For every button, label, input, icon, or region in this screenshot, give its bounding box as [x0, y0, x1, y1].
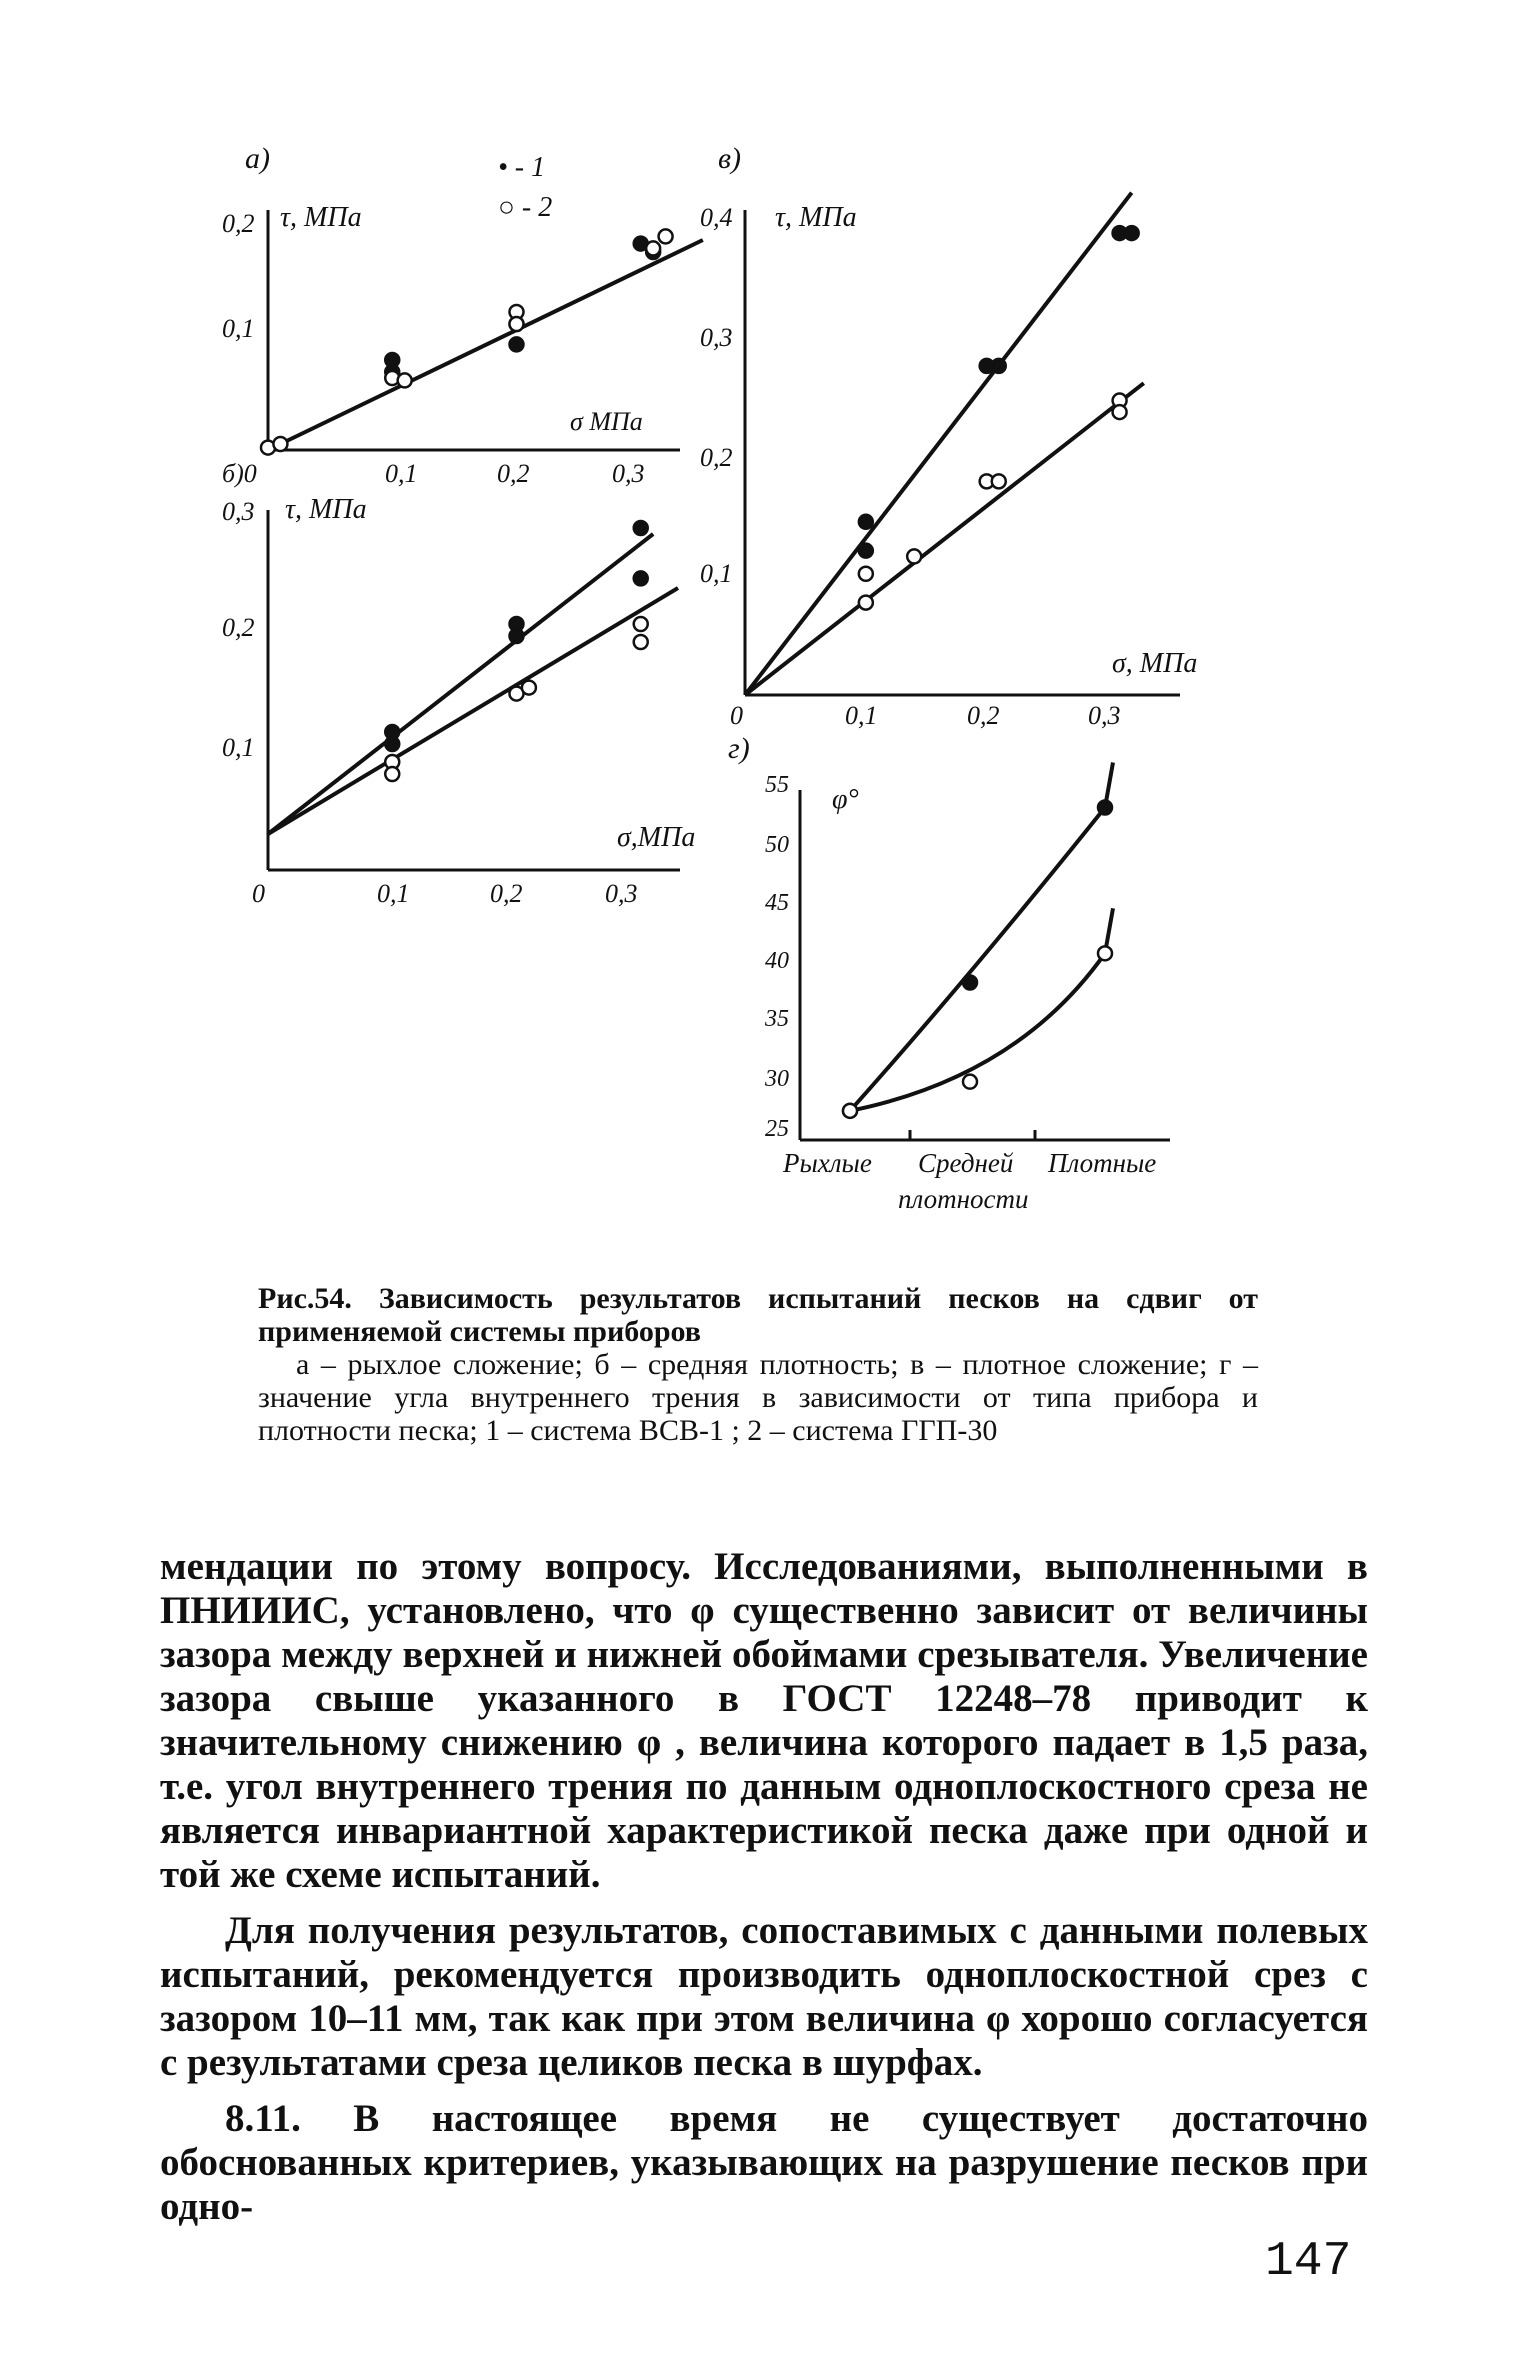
data-point-filled	[859, 515, 873, 529]
page-number: 147	[1265, 2235, 1352, 2289]
panel-b-ytick: 0,2	[222, 613, 255, 642]
data-point-hollow	[273, 437, 287, 451]
panel-b-xtick: 0,3	[605, 879, 638, 908]
panel-a-label: а)	[245, 142, 270, 175]
panel-v-ytick: 0,4	[700, 203, 733, 232]
panel-g-ytick: 25	[765, 1116, 789, 1142]
data-point-filled	[634, 521, 648, 535]
panel-g-ytick: 45	[765, 890, 789, 916]
panel-b-label: б)0	[222, 459, 257, 488]
panel-a-xlabel: σ МПа	[570, 407, 643, 436]
panel-a-ytick: 0,1	[222, 314, 255, 343]
panel-g-ytick: 50	[765, 832, 789, 858]
data-point-hollow	[646, 241, 660, 255]
data-point-filled	[385, 737, 399, 751]
panel-g-xcat: Средней	[918, 1148, 1014, 1178]
panel-g-ytick: 35	[765, 1006, 789, 1032]
panel-a-ytick: 0,2	[222, 209, 255, 238]
panel-v-ylabel: τ, МПа	[775, 202, 857, 233]
panel-v-ytick: 0,1	[700, 559, 733, 588]
panel-v-label: в)	[718, 142, 742, 175]
data-point-filled	[634, 571, 648, 585]
panel-a-xtick: 0,3	[612, 459, 645, 488]
figure-caption	[258, 1282, 1258, 1447]
data-point-hollow	[963, 1075, 977, 1089]
panel-b-xtick: 0,2	[490, 879, 523, 908]
data-point-filled	[1098, 801, 1112, 815]
data-point-hollow	[385, 767, 399, 781]
panel-v-xtick: 0	[730, 701, 743, 730]
data-point-filled	[992, 359, 1006, 373]
data-point-hollow	[859, 596, 873, 610]
fit-line	[268, 534, 653, 834]
panel-v-axes	[745, 210, 1180, 695]
data-point-hollow	[1098, 946, 1112, 960]
data-point-hollow	[509, 317, 523, 331]
data-point-hollow	[634, 617, 648, 631]
trend-curve	[850, 908, 1113, 1111]
data-point-hollow	[634, 635, 648, 649]
caption-title: Рис.54. Зависимость результатов испытаний песков на сдвиг от применяемой системы приборов	[258, 1282, 1258, 1348]
panel-b-ytick: 0,1	[222, 733, 255, 762]
panel-b-ylabel: τ, МПа	[285, 494, 367, 525]
panel-b-xtick: 0	[252, 879, 265, 908]
fit-line	[745, 383, 1144, 695]
panel-b-xtick: 0,1	[377, 879, 410, 908]
data-point-hollow	[843, 1104, 857, 1118]
panel-a-xtick: 0,1	[385, 459, 418, 488]
panel-g-ytick: 30	[765, 1066, 789, 1092]
panel-a-ylabel: τ, МПа	[280, 202, 362, 233]
data-point-hollow	[659, 229, 673, 243]
panel-v-xlabel: σ, МПа	[1112, 648, 1198, 679]
panel-b-ytick: 0,3	[222, 497, 255, 526]
trend-curve	[850, 763, 1113, 1111]
panel-v-ytick: 0,2	[700, 443, 733, 472]
panel-g-ytick: 55	[765, 772, 789, 798]
paragraph: Для получения результатов, сопоставимых с данными полевых испытаний, рекомендуется производить одноплоскостной срез с зазором 10–11 мм, так как при этом величина φ хорошо согласуется с результатами среза целиков песка в шурфах.	[160, 1909, 1368, 2084]
data-point-hollow	[1113, 405, 1127, 419]
panel-g-ytick: 40	[765, 948, 789, 974]
panel-v-xtick: 0,2	[967, 701, 1000, 730]
panel-v-ytick: 0,3	[700, 323, 733, 352]
panel-g-xcat: Плотные	[1048, 1148, 1157, 1178]
data-point-hollow	[907, 549, 921, 563]
panel-g-xlabel: плотности	[898, 1184, 1029, 1214]
panel-g-label: г)	[728, 732, 750, 765]
data-point-hollow	[859, 567, 873, 581]
legend-hollow: ○ - 2	[498, 192, 553, 223]
fit-line	[268, 588, 678, 834]
data-point-filled	[509, 337, 523, 351]
data-point-filled	[963, 976, 977, 990]
panel-b-xlabel: σ,МПа	[617, 822, 696, 853]
caption-legend: а – рыхлое сложение; б – средняя плотность; в – плотное сложение; г – значение угла внутреннего трения в зависимости от типа прибора и плотности песка; 1 – система ВСВ-1 ; 2 – система ГГП-30	[258, 1348, 1258, 1447]
data-point-hollow	[992, 474, 1006, 488]
panel-g-xcat: Рыхлые	[783, 1148, 872, 1178]
panel-a-xtick: 0,2	[497, 459, 530, 488]
data-point-filled	[1125, 226, 1139, 240]
panel-b-axes	[268, 510, 680, 870]
paragraph: мендации по этому вопросу. Исследованиями, выполненными в ПНИИИС, установлено, что φ существенно зависит от величины зазора между верхней и нижней обоймами срезывателя. Увеличение зазора свыше указанного в ГОСТ 12248–78 приводит к значительному снижению φ , величина которого падает в 1,5 раза, т.е. угол внутреннего трения по данным одноплоскостного среза не является инвариантной характеристикой песка даже при одной и той же схеме испытаний.	[160, 1545, 1368, 1896]
legend-filled: • - 1	[498, 152, 546, 183]
panel-v-xtick: 0,3	[1088, 701, 1121, 730]
data-point-filled	[509, 629, 523, 643]
fit-line	[745, 193, 1132, 695]
panel-g-axes	[800, 790, 1170, 1140]
data-point-hollow	[398, 373, 412, 387]
panel-v-xtick: 0,1	[845, 701, 878, 730]
panel-g-ylabel: φ°	[832, 784, 859, 815]
body-text	[160, 1545, 1368, 2229]
data-point-filled	[859, 544, 873, 558]
data-point-hollow	[522, 681, 536, 695]
paragraph: 8.11. В настоящее время не существует достаточно обоснованных критериев, указывающих на разрушение песков при одно-	[160, 2097, 1368, 2228]
